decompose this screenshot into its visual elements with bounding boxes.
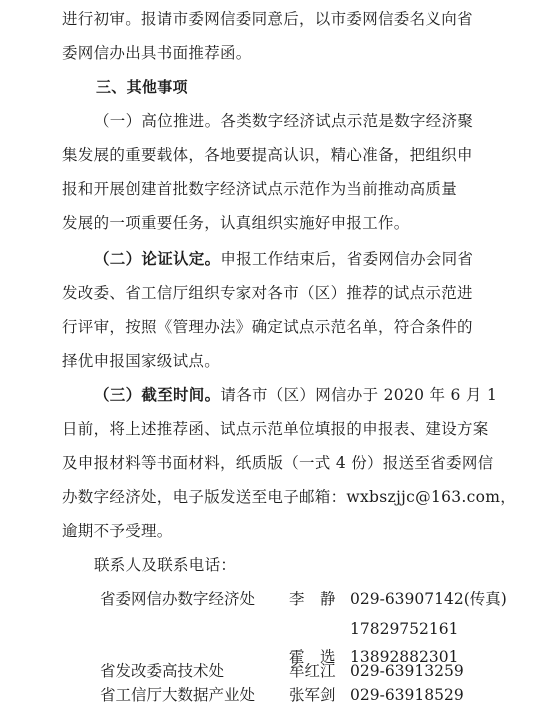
- intro-line-1: 进行初审。报请市委网信委同意后，以市委网信委名义向省: [62, 10, 473, 28]
- contact-org: 省工信厅大数据产业处: [100, 686, 256, 704]
- contact-org: 省委网信办数字经济处: [100, 590, 256, 608]
- item-2-line-1-text: 申报工作结束后，省委网信办会同省: [220, 250, 474, 268]
- contact-name: 张军剑: [289, 686, 336, 704]
- item-1-line-3: 报和开展创建首批数字经济试点示范作为当前推动高质量: [62, 180, 458, 198]
- item-1-line-1: [94, 110, 534, 132]
- contact-org: 省发改委高技术处: [100, 662, 225, 680]
- item-1-lead: （一）高位推进。: [94, 112, 221, 130]
- contact-phone: 17829752161: [350, 620, 459, 638]
- item-3-line-3: 及申报材料等书面材料，纸质版（一式 4 份）报送至省委网信: [62, 454, 494, 472]
- item-2-line-2: 发改委、省工信厅组织专家对各市（区）推荐的试点示范进: [62, 284, 473, 302]
- section-heading: 三、其他事项: [96, 78, 188, 96]
- item-1-line-2: 集发展的重要载体，各地要提高认识，精心准备，把组织申: [62, 146, 473, 164]
- item-2-line-1: [94, 248, 534, 270]
- item-3-lead: （三）截至时间。: [94, 386, 221, 404]
- item-3-line-4: 办数字经济处，电子版发送至电子邮箱：wxbszjjc@163.com，: [62, 488, 517, 506]
- contacts-heading: 联系人及联系电话：: [94, 556, 237, 574]
- contact-name: 霍 选: [289, 648, 336, 666]
- contact-phone: 029-63918529: [350, 686, 464, 704]
- item-1-line-1-text: 各类数字经济试点示范是数字经济聚: [220, 112, 474, 130]
- item-2-line-4: 择优申报国家级试点。: [62, 352, 221, 370]
- item-3-line-2: 日前，将上述推荐函、试点示范单位填报的申报表、建设方案: [62, 420, 489, 438]
- item-2-line-3: 行评审，按照《管理办法》确定试点示范名单，符合条件的: [62, 318, 473, 336]
- item-3-line-5: 逾期不予受理。: [62, 522, 173, 540]
- item-1-line-4: 发展的一项重要任务，认真组织实施好申报工作。: [62, 214, 410, 232]
- item-3-line-1: [94, 384, 534, 406]
- contact-name: 牟红江: [289, 662, 336, 680]
- item-3-line-1-text: 请各市（区）网信办于 2020 年 6 月 1: [220, 386, 498, 404]
- contact-name: 李 静: [289, 590, 336, 608]
- contact-phone: 029-63913259: [350, 662, 464, 680]
- contact-phone: 029-63907142(传真): [350, 590, 507, 608]
- item-2-lead: （二）论证认定。: [94, 250, 221, 268]
- contact-phone: 13892882301: [350, 648, 459, 666]
- intro-line-2: 委网信办出具书面推荐函。: [62, 44, 252, 62]
